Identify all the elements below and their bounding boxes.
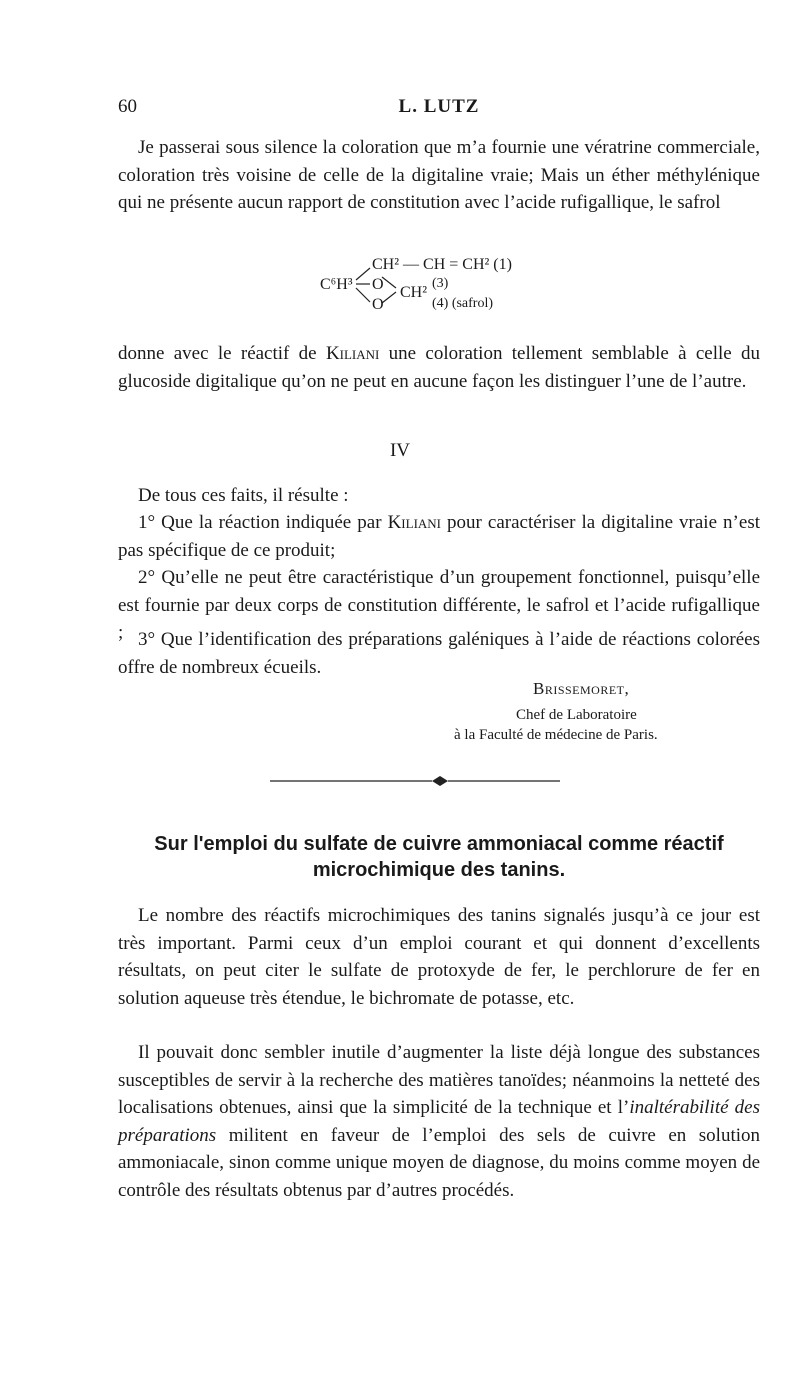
- formula-line1: CH² — CH = CH² (1): [372, 256, 512, 273]
- author-name-kiliani-2: Kiliani: [387, 512, 442, 533]
- item-1-start: 1° Que la réaction indiquée par: [138, 512, 388, 533]
- article-paragraph-2: [118, 1039, 760, 1204]
- page-header: [118, 96, 760, 122]
- section-divider: [270, 774, 560, 788]
- author-title-line2: à la Faculté de médecine de Paris.: [454, 727, 658, 743]
- kiliani-paragraph: [118, 340, 760, 395]
- intro-paragraph: Je passerai sous silence la coloration que m’a fournie une vératrine commerciale, coloration très voisine de celle de la digitaline vraie; Mais un éther méthylénique qui ne présente aucun rapport de constitution avec l’acide rufigallique, le safrol: [118, 137, 760, 213]
- safrol-formula: [320, 256, 580, 318]
- formula-pos3: (3): [432, 276, 449, 291]
- formula-pos4: (4) (safrol): [432, 296, 494, 311]
- conclusion-item-3: 3° Que l’identification des préparations galéniques à l’aide de réactions colorées offre de nombreux écueils.: [118, 629, 760, 678]
- author-title-line1: Chef de Laboratoire: [516, 707, 637, 723]
- conclusion-item-2: 2° Qu’elle ne peut être caractéristique d’un groupement fonctionnel, puisqu’elle est fournie par deux corps de constitution différente, le safrol et l’acide rufigallique ;: [118, 567, 760, 643]
- page-number: 60: [118, 96, 137, 117]
- running-head: L. LUTZ: [398, 96, 480, 117]
- formula-ch2: CH²: [400, 284, 428, 301]
- article-paragraph-1: Le nombre des réactifs microchimiques des tanins signalés jusqu’à ce jour est très important. Parmi ceux d’un emploi courant et qui donnent d’excellents résultats, on peut citer le sulfate de protoxyde de fer, le perchlorure de fer en solution aqueuse très étendue, le bichromate de potasse, etc.: [118, 905, 760, 1009]
- paragraph-2-start: Il pouvait donc sembler inutile d’augmenter la liste déjà longue des substances susceptibles de servir à la recherche des matières tanoïdes; néanmoins la netteté des localisations obtenues, ainsi que la simplicité de la technique et l’: [118, 1042, 760, 1118]
- article-title-line2: microchimique des tanins.: [312, 859, 566, 881]
- formula-ring: C⁶H³: [320, 276, 353, 293]
- item-1-end: pour caractériser la digitaline vraie n’est pas spécifique de ce produit;: [118, 512, 760, 561]
- article-title-line1: Sur l'emploi du sulfate de cuivre ammoniacal comme réactif: [154, 833, 724, 855]
- paragraph-2-italic: inaltérabilité des préparations: [118, 1097, 760, 1146]
- author-signature: Brissemoret,: [533, 679, 630, 698]
- author-name-kiliani: Kiliani: [325, 343, 380, 364]
- formula-o-lower: O: [372, 296, 384, 313]
- paragraph-2-end: militent en faveur de l’emploi des sels de cuivre en solution ammoniacale, sinon comme unique moyen de diagnose, du moins comme moyen de contrôle des résultats obtenus par d’autres procédés.: [118, 1124, 760, 1201]
- kiliani-paragraph-end: une coloration tellement semblable à celle du glucoside digitalique qu’on ne peut en aucune façon les distinguer l’une de l’autre.: [118, 343, 761, 392]
- conclusion-item-1: [118, 509, 760, 564]
- section-number: IV: [389, 440, 411, 461]
- formula-o-upper: O: [372, 276, 384, 293]
- article-title: [118, 831, 760, 883]
- kiliani-paragraph-start: donne avec le réactif de: [118, 343, 326, 364]
- conclusion-intro: De tous ces faits, il résulte :: [138, 485, 349, 506]
